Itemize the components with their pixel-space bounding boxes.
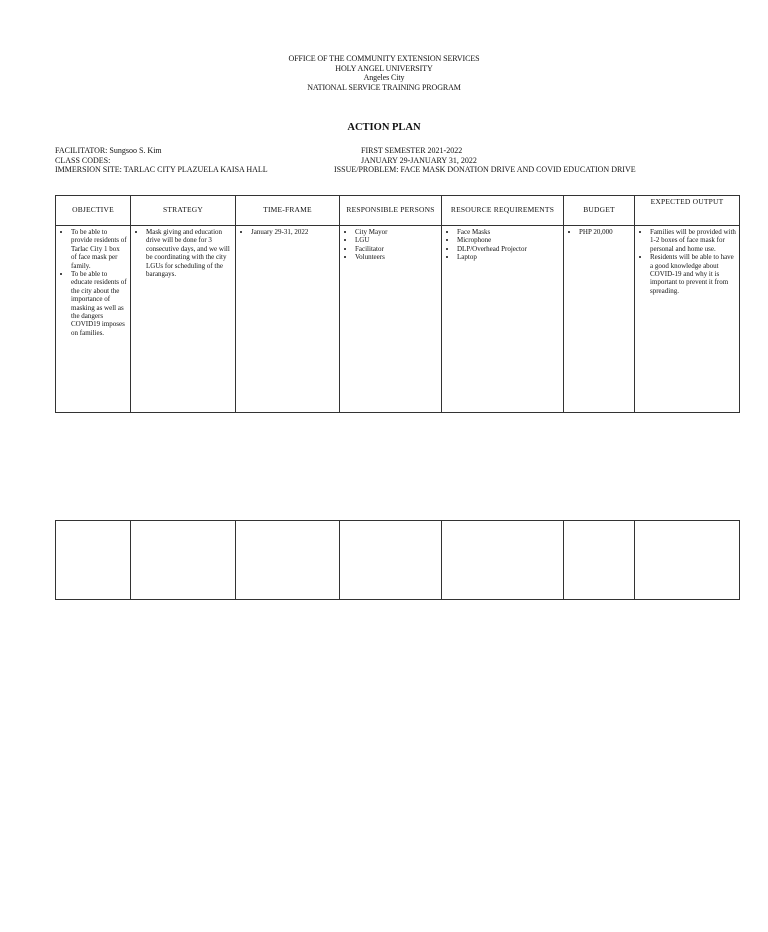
blank-cell [564,521,635,600]
document-header [0,54,768,92]
list-item: • Laptop [457,253,560,261]
header-expected-output: EXPECTED OUTPUT [635,196,740,226]
immersion-site: IMMERSION SITE: TARLAC CITY PLAZUELA KAISA HALL [55,165,268,174]
program-name: NATIONAL SERVICE TRAINING PROGRAM [307,82,461,92]
cell-strategy [131,226,236,413]
dates: JANUARY 29-JANUARY 31, 2022 [361,155,477,165]
issue-problem: ISSUE/PROBLEM: FACE MASK DONATION DRIVE AND COVID EDUCATION DRIVE [334,165,636,174]
list-item: • Microphone [457,236,560,244]
list-item: • January 29-31, 2022 [251,228,336,236]
list-item: • Residents will be able to have a good knowledge about COVID-19 and why it is important to prevent it from spreading. [650,253,736,295]
cell-time-frame [236,226,340,413]
cell-budget [564,226,635,413]
list-item: • Mask giving and education drive will be done for 3 consecutive days, and we will be coordinating with the city LGUs for scheduling of the barangays. [146,228,232,278]
header-strategy: STRATEGY [131,196,236,226]
table-row [56,226,740,413]
list-item: • Volunteers [355,253,438,261]
header-responsible-persons: RESPONSIBLE PERSONS [340,196,442,226]
facilitator: FACILITATOR: Sungsoo S. Kim [55,146,162,155]
list-item: • Face Masks [457,228,560,236]
list-item: • To be able to provide residents of Tarlac City 1 box of face mask per family. [71,228,127,270]
list-item: • Facilitator [355,245,438,253]
page-title: ACTION PLAN [347,122,421,133]
action-plan-table [55,195,740,413]
blank-cell [340,521,442,600]
list-item: • PHP 20,000 [579,228,631,236]
blank-cell [131,521,236,600]
list-item: • Families will be provided with 1-2 boxes of face mask for personal and home use. [650,228,736,253]
blank-table [55,520,740,600]
list-item: • To be able to educate residents of the city about the importance of masking as well as the dangers COVID19 imposes on families. [71,270,127,337]
blank-cell [236,521,340,600]
class-codes: CLASS CODES: [55,155,111,165]
city-name: Angeles City [363,73,405,82]
meta-left [55,146,268,175]
office-name: OFFICE OF THE COMMUNITY EXTENSION SERVICES [288,54,480,63]
list-item: • LGU [355,236,438,244]
header-budget: BUDGET [564,196,635,226]
cell-expected-output [635,226,740,413]
cell-responsible-persons [340,226,442,413]
blank-cell [56,521,131,600]
list-item: • DLP/Overhead Projector [457,245,560,253]
semester: FIRST SEMESTER 2021-2022 [361,146,463,155]
table-header-row [56,196,740,226]
cell-resource-requirements [442,226,564,413]
header-time-frame: TIME-FRAME [236,196,340,226]
list-item: • City Mayor [355,228,438,236]
blank-cell [442,521,564,600]
blank-cell [635,521,740,600]
header-resource-requirements: RESOURCE REQUIREMENTS [442,196,564,226]
university-name: HOLY ANGEL UNIVERSITY [335,63,433,73]
cell-objective [56,226,131,413]
header-objective: OBJECTIVE [56,196,131,226]
meta-right [361,146,477,165]
blank-row [56,521,740,600]
